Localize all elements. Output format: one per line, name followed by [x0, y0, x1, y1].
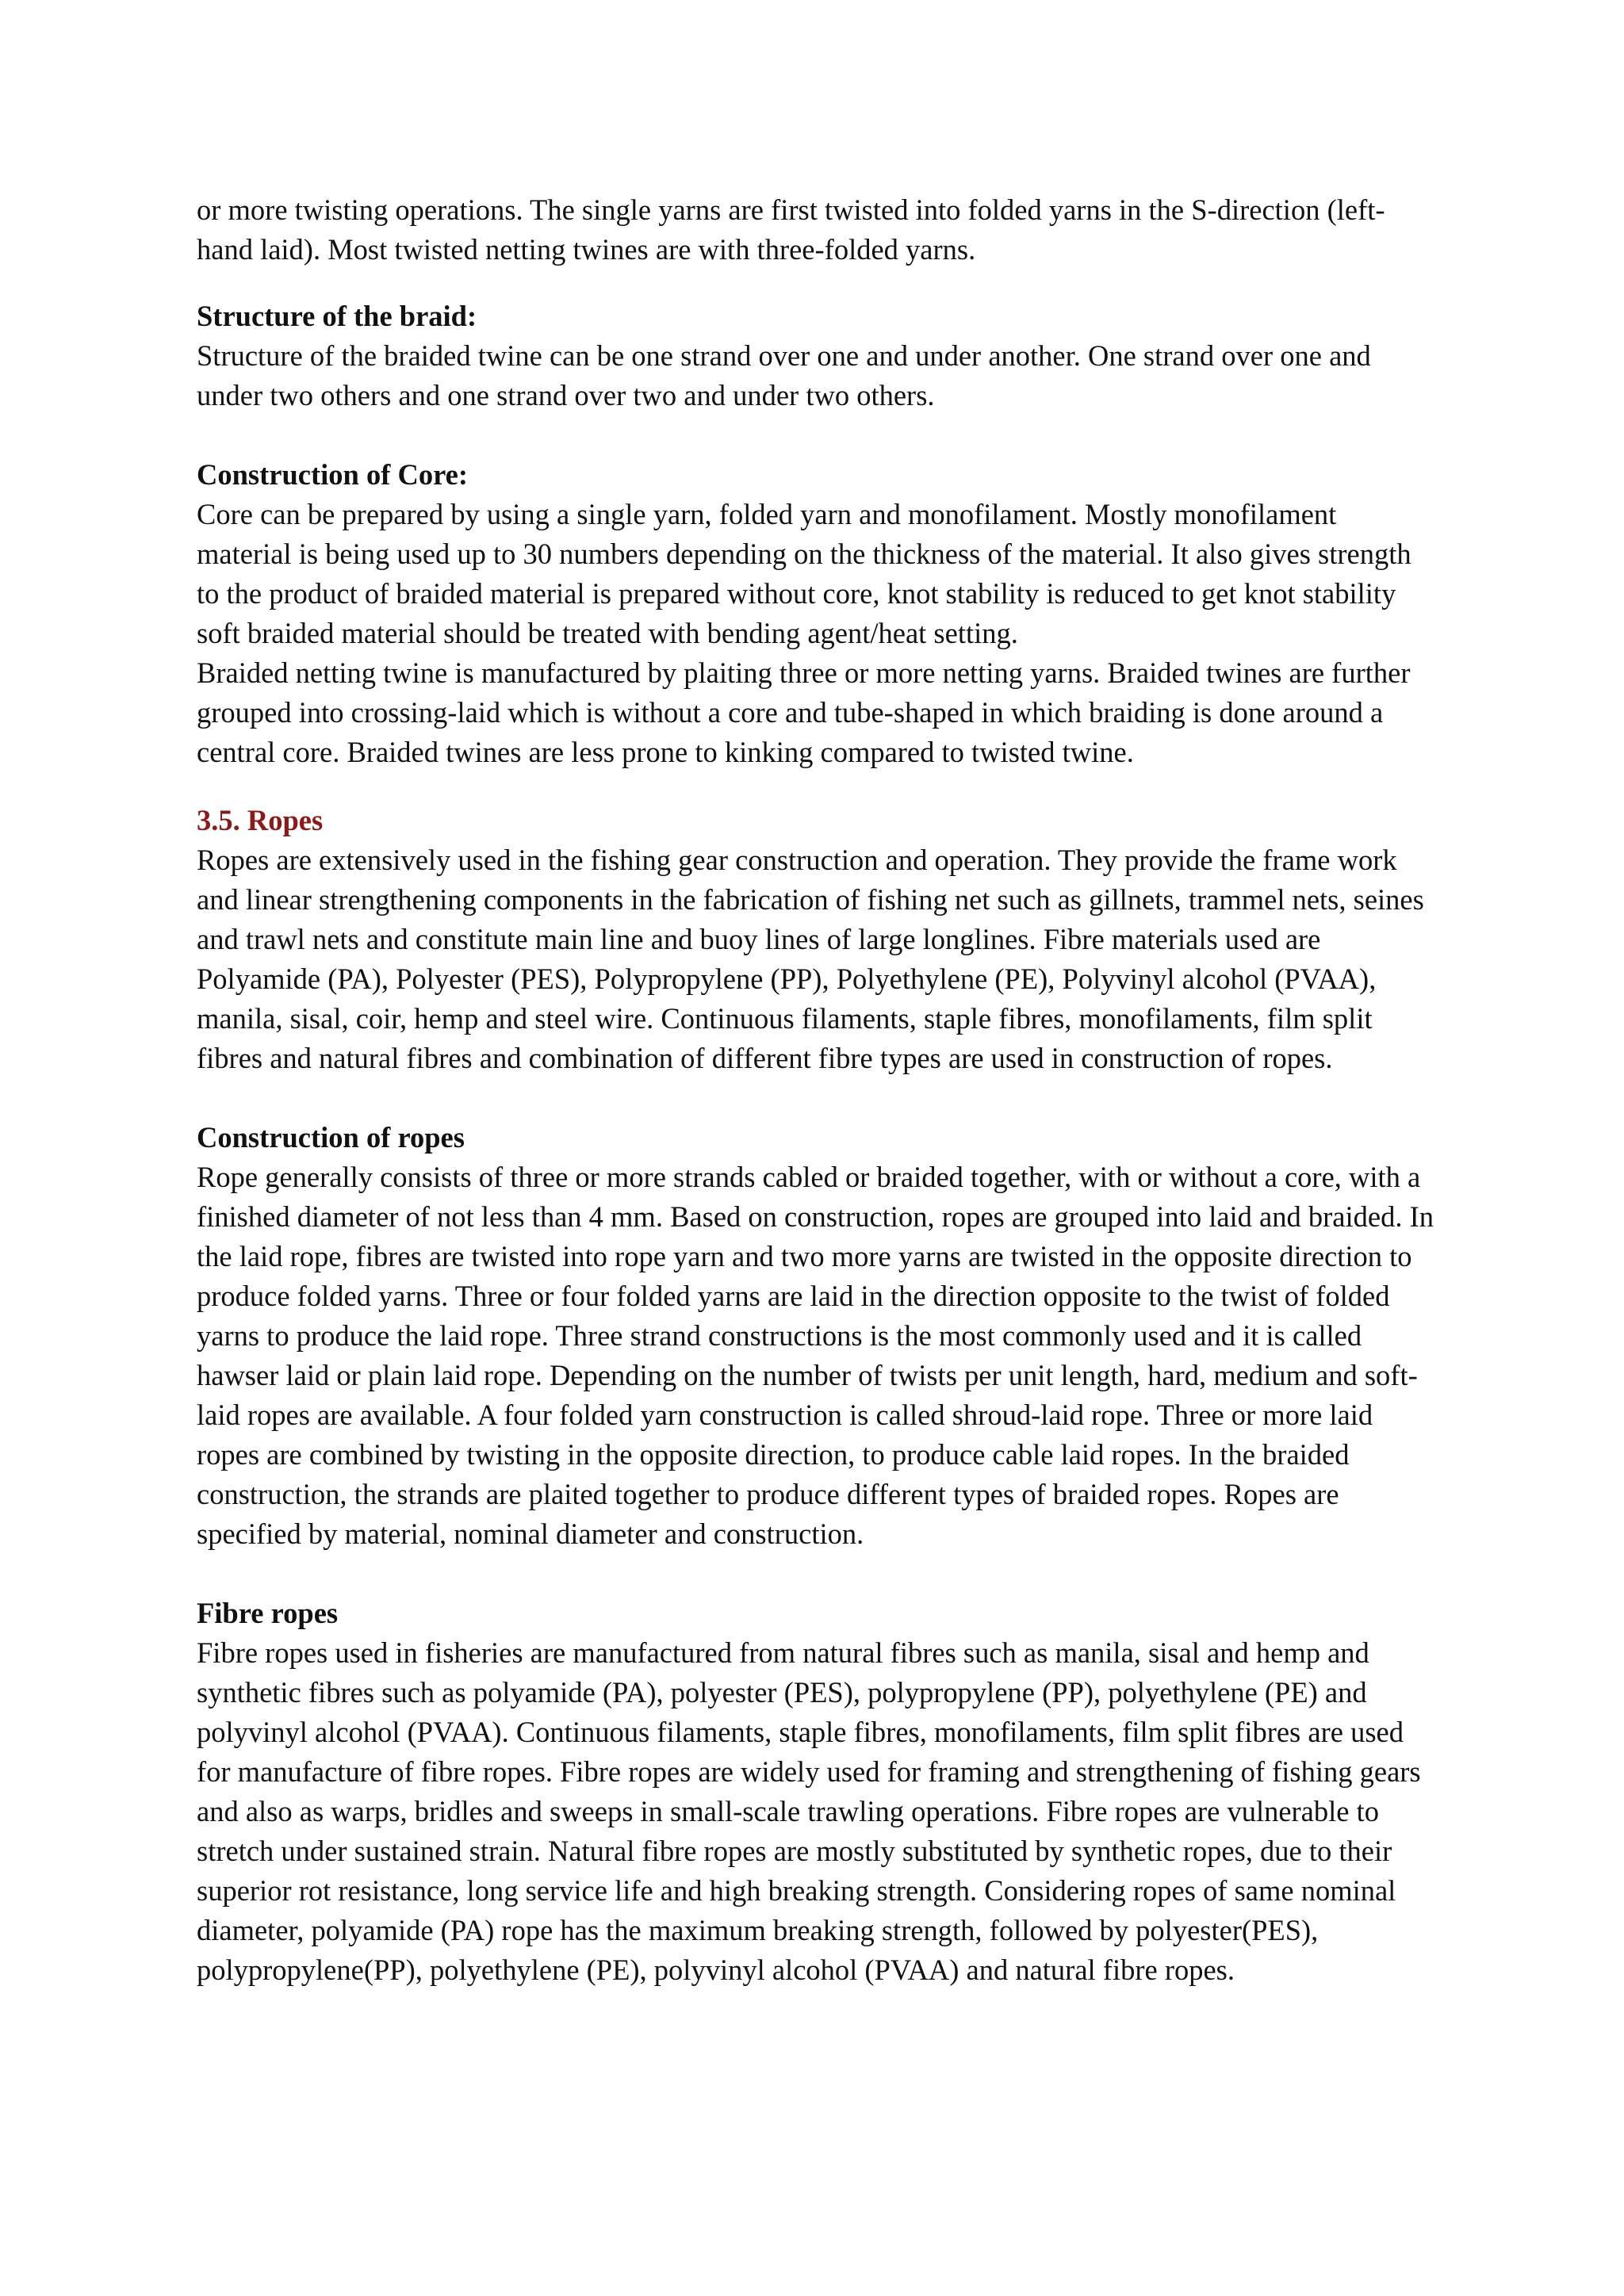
ropes-section-heading: 3.5. Ropes [197, 804, 324, 836]
document-page [197, 190, 1434, 1990]
intro-paragraph: or more twisting operations. The single yarns are first twisted into folded yarns in the S-direction (left-hand laid). Most twisted netting twines are with three-folded yarns. [197, 193, 1385, 266]
braid-structure-paragraph: Structure of the braided twine can be one strand over one and under another. One strand over one and under two others and one strand over two and under two others. [197, 339, 1371, 411]
core-construction-heading: Construction of Core: [197, 458, 468, 491]
ropes-paragraph: Ropes are extensively used in the fishing gear construction and operation. They provide the frame work and linear strengthening components in the fabrication of fishing net such as gillnets, trammel nets, seines and trawl nets and constitute main line and buoy lines of large longlines. Fibre materials used are Polyamide (PA), Polyester (PES), Polypropylene (PP), Polyethylene (PE), Polyvinyl alcohol (PVAA), manila, sisal, coir, hemp and steel wire. Continuous filaments, staple fibres, monofilaments, film split fibres and natural fibres and combination of different fibre types are used in construction of ropes. [197, 844, 1424, 1074]
rope-construction-paragraph: Rope generally consists of three or more strands cabled or braided together, with or without a core, with a finished diameter of not less than 4 mm. Based on construction, ropes are grouped into laid and braided. In the laid rope, fibres are twisted into rope yarn and two more yarns are twisted in the opposite direction to produce folded yarns. Three or four folded yarns are laid in the direction opposite to the twist of folded yarns to produce the laid rope. Three strand constructions is the most commonly used and it is called hawser laid or plain laid rope. Depending on the number of twists per unit length, hard, medium and soft-laid ropes are available. A four folded yarn construction is called shroud-laid rope. Three or more laid ropes are combined by twisting in the opposite direction, to produce cable laid ropes. In the braided construction, the strands are plaited together to produce different types of braided ropes. Ropes are specified by material, nominal diameter and construction. [197, 1161, 1434, 1550]
rope-construction-heading: Construction of ropes [197, 1121, 465, 1154]
fibre-ropes-paragraph: Fibre ropes used in fisheries are manufactured from natural fibres such as manila, sisal and hemp and synthetic fibres such as polyamide (PA), polyester (PES), polypropylene (PP), polyethylene (PE) and polyvinyl alcohol (PVAA). Continuous filaments, staple fibres, monofilaments, film split fibres are used for manufacture of fibre ropes. Fibre ropes are widely used for framing and strengthening of fishing gears and also as warps, bridles and sweeps in small-scale trawling operations. Fibre ropes are vulnerable to stretch under sustained strain. Natural fibre ropes are mostly substituted by synthetic ropes, due to their superior rot resistance, long service life and high breaking strength. Considering ropes of same nominal diameter, polyamide (PA) rope has the maximum breaking strength, followed by polyester(PES), polypropylene(PP), polyethylene (PE), polyvinyl alcohol (PVAA) and natural fibre ropes. [197, 1636, 1421, 1986]
fibre-ropes-heading: Fibre ropes [197, 1597, 339, 1629]
braid-structure-heading: Structure of the braid: [197, 300, 477, 332]
braided-twine-paragraph: Braided netting twine is manufactured by plaiting three or more netting yarns. Braided twines are further grouped into crossing-laid which is without a core and tube-shaped in which braiding is done around a central core. Braided twines are less prone to kinking compared to twisted twine. [197, 656, 1411, 768]
core-construction-paragraph: Core can be prepared by using a single yarn, folded yarn and monofilament. Mostly monofilament material is being used up to 30 numbers depending on the thickness of the material. It also gives strength to the product of braided material is prepared without core, knot stability is reduced to get knot stability soft braided material should be treated with bending agent/heat setting. [197, 498, 1411, 649]
